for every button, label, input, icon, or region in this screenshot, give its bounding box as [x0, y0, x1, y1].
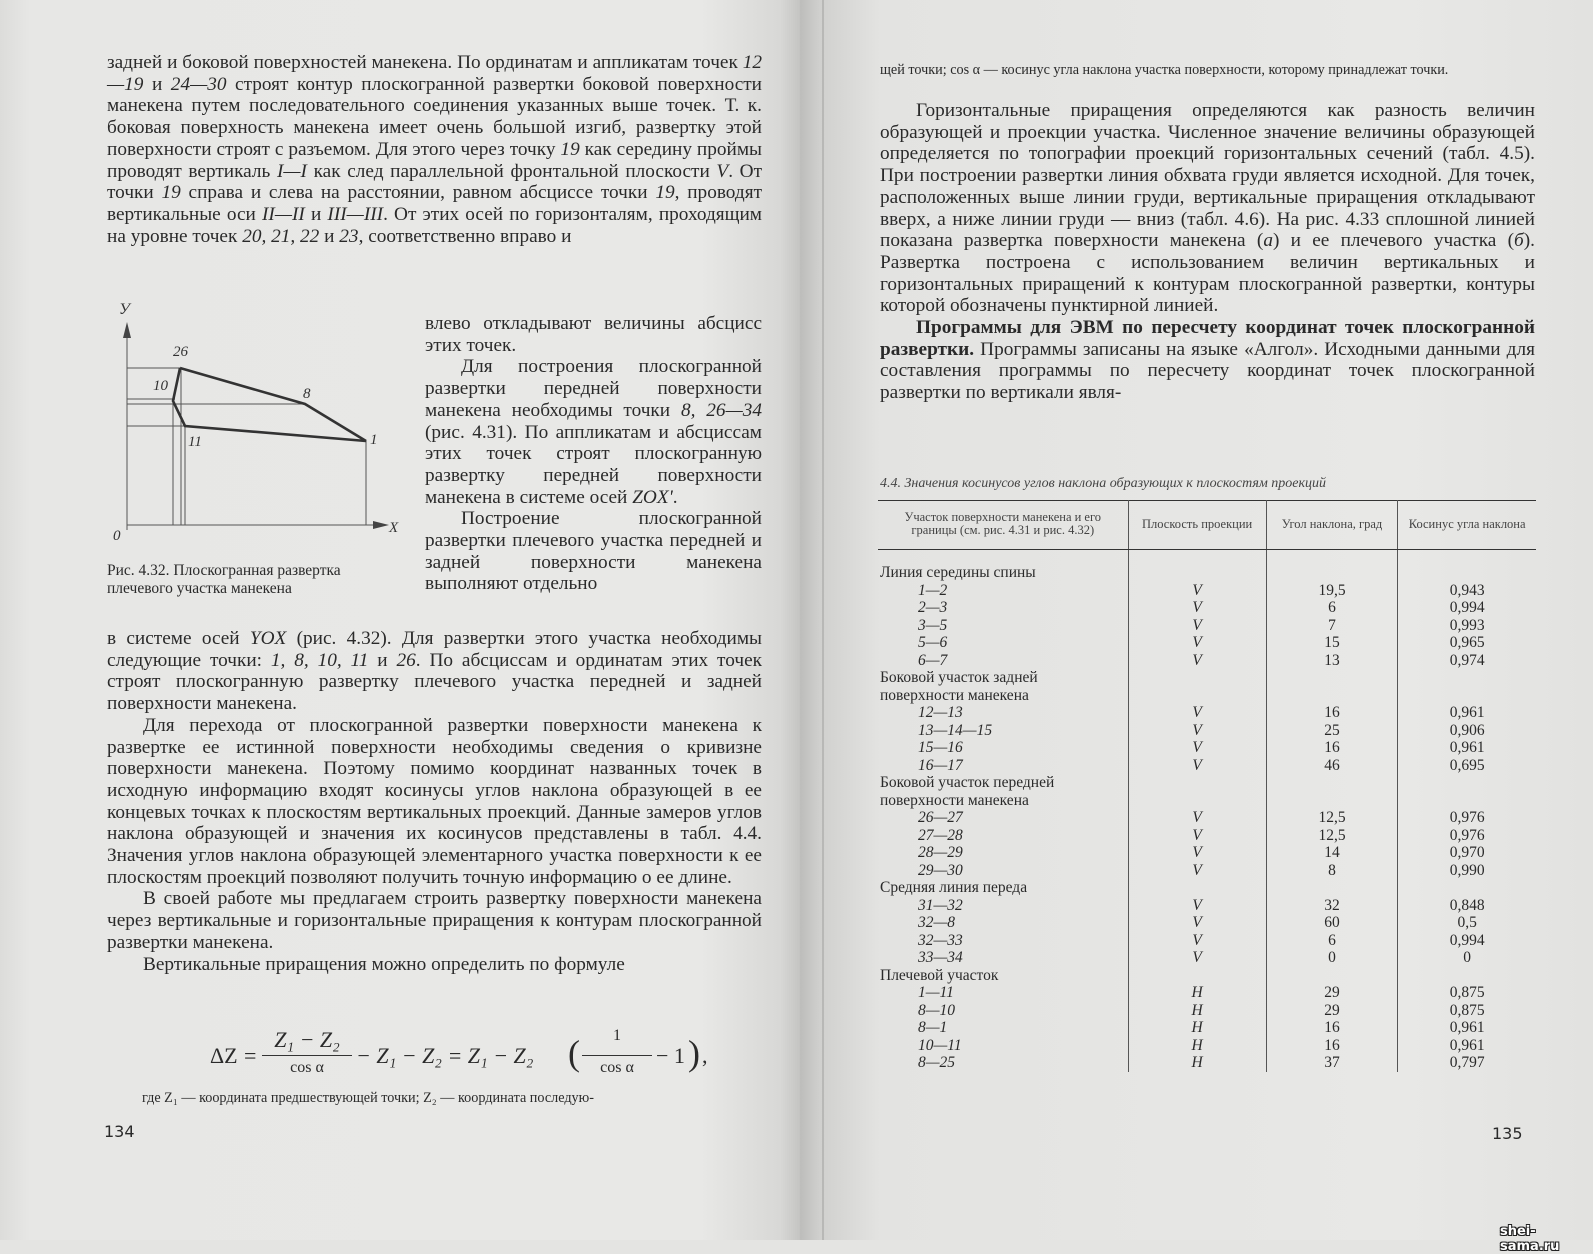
table-row [878, 1037, 1536, 1055]
text-run: задней и боковой поверхностей манекена. По ординатам и аппликатам точек [107, 52, 743, 73]
empty-cell [1128, 879, 1266, 897]
point-10-label: 10 [153, 378, 168, 394]
table-row [878, 1019, 1536, 1037]
header-plane: Плоскость проекции [1128, 501, 1266, 550]
point-8-label: 8 [303, 386, 311, 402]
table-body [878, 550, 1536, 1072]
table-row [878, 984, 1536, 1002]
table-row [878, 897, 1536, 915]
cosine-cell: 0,961 [1449, 704, 1485, 721]
italic-run: YOX [249, 628, 287, 649]
angle-cell: 15 [1266, 634, 1398, 652]
angle-cell: 60 [1266, 914, 1398, 932]
cosine-cell: 0,965 [1449, 634, 1485, 651]
italic-run: I—I [276, 160, 307, 182]
segment-cell: 16—17 [878, 757, 1128, 775]
cosine-cell: 0,5 [1457, 914, 1477, 931]
cosine-cell: 0 [1463, 949, 1472, 966]
x-axis-arrow [373, 521, 389, 529]
figure-caption: Рис. 4.32. Плоскогранная развертка плечевого участка манекена [107, 562, 341, 597]
italic-run: 8, 26—34 [680, 399, 762, 421]
segment-cell: 3—5 [878, 617, 1128, 635]
table-row [878, 617, 1536, 635]
text-run: (рис. 4.31). По аппликатам и абсциссам этих точек строят плоскогранную развертку передней поверхности манекена в системе осей [425, 421, 762, 508]
empty-cell [1398, 669, 1536, 704]
table-group-row [878, 774, 1536, 809]
rich-paragraph [880, 317, 1535, 404]
angle-cell: 16 [1266, 704, 1398, 722]
rich-paragraph [425, 313, 762, 356]
empty-cell [1128, 564, 1266, 582]
table-row [878, 862, 1536, 880]
cosine-table [878, 500, 1536, 1072]
empty-cell [1128, 967, 1266, 985]
y-axis-arrow [123, 322, 131, 338]
angle-cell: 37 [1266, 1054, 1398, 1072]
plane-cell: V [1128, 827, 1266, 845]
table-row [878, 949, 1536, 967]
table-row [878, 1054, 1536, 1072]
segment-cell: 31—32 [878, 897, 1128, 915]
formula-inner-denominator: cos α [600, 1059, 634, 1076]
italic-run: б [1514, 230, 1524, 252]
table-row [878, 652, 1536, 670]
angle-cell: 32 [1266, 897, 1398, 915]
angle-cell: 29 [1266, 984, 1398, 1002]
text-run: строят контур плоскогранной развертки боковой поверхности манекена путем последовательного соединения указанных выше точек. Т. к. боковая поверхность манекена имеет очень большой изгиб, развертку этой поверхности строят с разъемом. Для этого через точку [107, 73, 762, 160]
plane-cell: H [1128, 984, 1266, 1002]
italic-run: 1, 8, 10, 11 [270, 649, 369, 671]
segment-cell: 15—16 [878, 739, 1128, 757]
group-name: Линия середины спины [878, 564, 1128, 582]
cosine-cell: 0,970 [1449, 844, 1485, 861]
text-run: и [319, 225, 340, 247]
angle-cell: 29 [1266, 1002, 1398, 1020]
footnote-right: щей точки; cos α — косинус угла наклона участка поверхности, которому принадлежат точки. [880, 62, 1449, 78]
point-26-label: 26 [173, 344, 188, 360]
group-name: Боковой участок задней поверхности манекена [878, 669, 1128, 704]
header-angle: Угол наклона, град [1266, 501, 1398, 550]
segment-cell: 8—25 [878, 1054, 1128, 1072]
italic-run: а [1263, 230, 1273, 252]
text-run: Для построения плоскогранной развертки передней поверхности манекена необходимы точки [425, 356, 762, 421]
site-watermark: shei-sama.ru [1500, 1224, 1560, 1254]
italic-run: 19 [655, 182, 675, 204]
angle-cell: 16 [1266, 1037, 1398, 1055]
empty-cell [1266, 669, 1398, 704]
text-run: , соответственно вправо и [358, 225, 572, 247]
segment-cell: 29—30 [878, 862, 1128, 880]
cosine-cell: 0,961 [1449, 1019, 1485, 1036]
segment-cell: 12—13 [878, 704, 1128, 722]
text-run: Программы записаны на языке «Алгол». Исходными данными для составления программы по пересчету координат точек плоскогранной развертки по вертикали явля- [880, 338, 1535, 404]
segment-cell: 26—27 [878, 809, 1128, 827]
formula-lhs: ΔZ [210, 1043, 238, 1068]
plane-cell: V [1128, 739, 1266, 757]
formula-inner-numerator: 1 [613, 1027, 621, 1044]
table-row [878, 704, 1536, 722]
rich-paragraph [425, 508, 762, 595]
cosine-cell: 0,875 [1449, 1001, 1485, 1019]
plane-cell: V [1128, 582, 1266, 600]
book-spine [822, 0, 824, 1240]
table-caption: 4.4. Значения косинусов углов наклона образующих к плоскостям проекций [880, 476, 1327, 491]
angle-cell: 25 [1266, 722, 1398, 740]
cosine-cell: 0,848 [1449, 896, 1485, 914]
table-row [878, 634, 1536, 652]
text-run: и [368, 649, 397, 671]
plane-cell: V [1128, 617, 1266, 635]
plane-cell: V [1128, 757, 1266, 775]
angle-cell: 14 [1266, 844, 1398, 862]
header-cosine: Косинус угла наклона [1398, 501, 1536, 550]
group-name: Боковой участок передней поверхности манекена [878, 774, 1128, 809]
table-group-row [878, 879, 1536, 897]
table-group-row [878, 564, 1536, 582]
formula-middle: − Z₁ − Z₂ = Z₁ − Z₂ [356, 1043, 534, 1068]
table-row [878, 914, 1536, 932]
right-paragraphs [880, 100, 1535, 404]
empty-cell [1128, 669, 1266, 704]
italic-run: 12—19 [107, 52, 762, 95]
angle-cell: 12,5 [1266, 809, 1398, 827]
italic-run: 19 [560, 138, 580, 160]
segment-cell: 28—29 [878, 844, 1128, 862]
text-run: . От точки [107, 160, 762, 204]
cosine-cell: 0,961 [1449, 1036, 1485, 1054]
rich-paragraph [425, 356, 762, 508]
table-row [878, 582, 1536, 600]
segment-cell: 5—6 [878, 634, 1128, 652]
text-run: Построение плоскогранной развертки плечевого участка передней и задней поверхности манекена выполняют отдельно [425, 508, 762, 595]
text-run: , проводят вертикальные оси [107, 182, 762, 225]
segment-cell: 1—11 [878, 984, 1128, 1002]
delta-z-formula: ΔZ = Z₁ − Z₂ cos α − Z₁ − Z₂ = Z₁ − Z₂ ( 1 cos α − 1 ) , [210, 1027, 708, 1076]
italic-run: V [716, 160, 729, 182]
angle-cell: 8 [1266, 862, 1398, 880]
cosine-cell: 0,993 [1449, 616, 1485, 634]
cosine-cell: 0,961 [1449, 739, 1485, 756]
plane-cell: V [1128, 599, 1266, 617]
text-run: . [672, 486, 678, 508]
table-row [878, 827, 1536, 845]
table-header-row [878, 501, 1536, 550]
page-number-right: 135 [1492, 1124, 1523, 1143]
cosine-cell: 0,976 [1449, 826, 1485, 844]
table-row [878, 757, 1536, 775]
origin-label: 0 [113, 528, 121, 544]
cosine-cell: 0,974 [1449, 651, 1485, 669]
table-row [878, 739, 1536, 757]
segment-cell: 32—33 [878, 932, 1128, 950]
text-run: ). Развертка построена с использованием величин вертикальных и горизонтальных приращений к контурам плоскогранной развертки, контуры которой обозначены пунктирной линией. [880, 230, 1535, 317]
text-run: . По абсциссам и ординатам этих точек строят плоскогранную развертку плечевого участка передней и задней поверхности манекена. [107, 649, 762, 715]
segment-cell: 2—3 [878, 599, 1128, 617]
empty-cell [1398, 879, 1536, 897]
cosine-cell: 0,695 [1449, 756, 1485, 774]
cosine-cell: 0,976 [1449, 809, 1485, 826]
angle-cell: 7 [1266, 617, 1398, 635]
point-11-label: 11 [188, 434, 202, 450]
empty-cell [1266, 879, 1398, 897]
plane-cell: V [1128, 652, 1266, 670]
table-group-row [878, 967, 1536, 985]
italic-run: II—II [262, 203, 305, 225]
empty-cell [1266, 564, 1398, 582]
group-name: Средняя линия переда [878, 879, 1128, 897]
table-group-row [878, 669, 1536, 704]
text-run: и [304, 203, 328, 225]
angle-cell: 19,5 [1266, 582, 1398, 600]
formula-inner-tail: − 1 [656, 1043, 685, 1068]
segment-cell: 13—14—15 [878, 722, 1128, 740]
cosine-cell: 0,994 [1449, 599, 1485, 616]
paragraph-8: Вертикальные приращения можно определить по формуле [143, 953, 625, 975]
plane-cell: V [1128, 897, 1266, 915]
segment-cell: 32—8 [878, 914, 1128, 932]
text-run: в системе осей [107, 628, 250, 649]
figure-4-32 [105, 298, 405, 553]
table-row [878, 932, 1536, 950]
table-row [878, 599, 1536, 617]
italic-run: ZOX' [632, 486, 673, 508]
cosine-cell: 0,906 [1449, 721, 1485, 739]
plane-cell: H [1128, 1019, 1266, 1037]
bold-run: Программы для ЭВМ по пересчету координат точек плоскогранной развертки. [880, 317, 1535, 360]
paragraph-7: В своей работе мы предлагаем строить развертку поверхности манекена через вертикальные и горизонтальные приращения к контурам плоскогранной развертки манекена. [107, 888, 762, 953]
empty-cell [1266, 967, 1398, 985]
text-run: и [143, 73, 171, 95]
text-run: . От этих осей по горизонталям, проходящим на уровне точек [107, 203, 762, 247]
plane-cell: V [1128, 809, 1266, 827]
axis-y-label: У [119, 301, 130, 318]
segment-cell: 8—10 [878, 1002, 1128, 1020]
angle-cell: 16 [1266, 739, 1398, 757]
text-run: как середину проймы проводят вертикаль [107, 138, 762, 182]
cosine-cell: 0,943 [1449, 581, 1485, 599]
header-section: Участок поверхности манекена и его границы (см. рис. 4.31 и рис. 4.32) [878, 501, 1128, 550]
angle-cell: 12,5 [1266, 827, 1398, 845]
page-number-left: 134 [104, 1122, 135, 1141]
empty-cell [1128, 774, 1266, 809]
plane-cell: V [1128, 722, 1266, 740]
formula-denominator: cos α [290, 1059, 324, 1076]
text-run: как след параллельной фронтальной плоскости [306, 160, 717, 182]
cosine-cell: 0,990 [1449, 861, 1485, 879]
text-run: влево откладывают величины абсцисс этих точек. [425, 313, 762, 356]
empty-cell [1266, 774, 1398, 809]
plane-cell: V [1128, 932, 1266, 950]
text-run: справа и слева на расстоянии, равном абсциссе точки [180, 182, 656, 204]
text-run: (рис. 4.32). Для развертки этого участка необходимы следующие точки: [107, 628, 762, 671]
left-paragraphs-lower [107, 628, 762, 975]
italic-run: III—III [327, 203, 384, 225]
table-row [878, 722, 1536, 740]
text-run: Горизонтальные приращения определяются как разность величин образующей и проекции участка. Численное значение величины образующей определяется по топографии проекций горизонтальных сечений (табл. 4.5). При построении развертки линия обхвата груди является исходной. Для точек, расположенных выше линии груди, вертикальные приращения откладывают вверх, а ниже линии груди — вниз (табл. 4.6). На рис. 4.33 сплошной линией показана развертка поверхности манекена ( [880, 100, 1535, 252]
segment-cell: 8—1 [878, 1019, 1128, 1037]
formula-numerator: Z₁ − Z₂ [274, 1027, 340, 1052]
cosine-cell: 0,875 [1449, 984, 1485, 1001]
segment-cell: 33—34 [878, 949, 1128, 967]
segment-cell: 10—11 [878, 1037, 1128, 1055]
rich-paragraph [880, 100, 1535, 317]
plane-cell: V [1128, 844, 1266, 862]
text-run: ) и ее плечевого участка ( [1272, 230, 1515, 252]
segment-cell: 27—28 [878, 827, 1128, 845]
left-side-column [425, 313, 762, 595]
table-row [878, 844, 1536, 862]
cosine-cell: 0,797 [1449, 1054, 1485, 1071]
formula-end: , [702, 1043, 708, 1068]
left-paragraph-1 [107, 52, 762, 247]
plane-cell: H [1128, 1037, 1266, 1055]
plane-cell: V [1128, 949, 1266, 967]
plane-cell: V [1128, 704, 1266, 722]
plane-cell: H [1128, 1002, 1266, 1020]
point-1-label: 1 [370, 432, 378, 448]
footnote-left: где Z₁ — координата предшествующей точки; Z₂ — координата последую- [142, 1090, 594, 1106]
rich-paragraph [107, 628, 762, 715]
plane-cell: H [1128, 1054, 1266, 1072]
table-row [878, 809, 1536, 827]
group-name: Плечевой участок [878, 967, 1128, 985]
plane-cell: V [1128, 634, 1266, 652]
angle-cell: 13 [1266, 652, 1398, 670]
segment-cell: 1—2 [878, 582, 1128, 600]
empty-cell [1398, 564, 1536, 582]
table-spacer [878, 550, 1536, 565]
italic-run: 24—30 [170, 73, 227, 95]
italic-run: 19 [161, 182, 181, 204]
plane-cell: V [1128, 862, 1266, 880]
italic-run: 23 [339, 225, 359, 247]
italic-run: 26 [396, 649, 416, 671]
angle-cell: 6 [1266, 599, 1398, 617]
italic-run: 20, 21, 22 [242, 225, 320, 247]
axis-x-label: X [389, 520, 399, 536]
table-row [878, 1002, 1536, 1020]
angle-cell: 0 [1266, 949, 1398, 967]
angle-cell: 6 [1266, 932, 1398, 950]
plane-cell: V [1128, 914, 1266, 932]
angle-cell: 16 [1266, 1019, 1398, 1037]
cosine-cell: 0,994 [1449, 931, 1485, 949]
angle-cell: 46 [1266, 757, 1398, 775]
empty-cell [1398, 967, 1536, 985]
segment-cell: 6—7 [878, 652, 1128, 670]
rich-paragraph [107, 52, 762, 247]
empty-cell [1398, 774, 1536, 809]
paragraph-6: Для перехода от плоскогранной развертки поверхности манекена к развертке ее истинной поверхности необходимы сведения о кривизне поверхности манекена. Поэтому помимо координат названных точек в исходную информацию входят косинусы углов наклона образующей в ее концевых точках к плоскостям вертикальных проекций. Данные замеров углов наклона образующей и значения их косинусов представлены в табл. 4.4. Значения углов наклона образующей элементарного участка поверхности к ее плоскостям проекций позволяют получить точную информацию о ее длине. [107, 714, 762, 888]
